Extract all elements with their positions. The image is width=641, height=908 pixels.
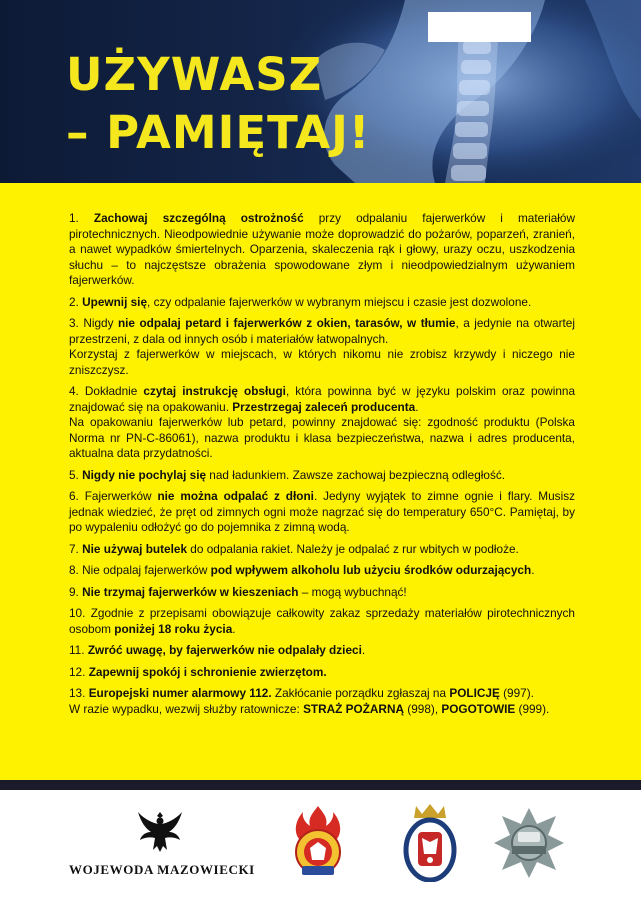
rule-text-bold: Nigdy nie pochylaj się [82, 467, 207, 482]
rule-text-bold: POLICJĘ [449, 686, 500, 700]
rule-text: (999). [515, 701, 550, 716]
rule-text-bold: Zwróć uwagę, by fajerwerków nie odpalały dzieci [87, 643, 362, 657]
rule-text: przy odpalaniu fajerwerków i materiałów pirotechnicznych. Nieodpowiednie używanie może doprowadzić do pożarów, poparzeń, zranień, a nawet wypadków śmiertelnych. Oparzenia, skaleczenia rąk i głowy, urazy oczu, uszkodzenia słuchu – to najczęstsze obrażenia spowodowane złym i nieodpowiedzialnym używaniem fajerwerków. [69, 211, 576, 287]
rule-text: , czy odpalanie fajerwerków w wybranym miejscu i czasie jest dozwolone. [147, 294, 532, 309]
rule-text: 7. [69, 541, 83, 556]
rule-text: (997). W razie wypadku, wezwij służby ratownicze: [69, 686, 534, 716]
rule-text: . Jedyny wyjątek to zimne ognie i flary. Musisz jednak wiedzieć, że pręt od zimnych ogni może nagrzać się do temperatury 650°C. Pamiętaj, by po wypaleniu odłożyć go do pojemnika z zimną wodą. [69, 489, 575, 534]
white-eagle-emblem-icon [135, 806, 185, 856]
police-badge-icon [402, 802, 458, 882]
rule-item [69, 542, 575, 558]
rule-text: , która powinna być w języku polskim oraz powinna znajdować się na opakowaniu. [69, 384, 575, 414]
rule-text-bold: nie można odpalać z dłoni [157, 489, 314, 503]
rule-text: . [232, 621, 236, 636]
rule-item [69, 643, 575, 659]
rule-text-bold: poniżej 18 roku życia [114, 621, 233, 636]
rule-item [69, 686, 575, 717]
rule-text: 3. Nigdy [69, 316, 118, 330]
rule-text: 1. [69, 211, 94, 225]
footer-logos [0, 790, 641, 908]
rule-text: 5. [69, 467, 83, 482]
rule-text: 10. Zgodnie z przepisami obowiązuje całkowity zakaz sprzedaży materiałów pirotechnicznych osobom [69, 606, 575, 636]
rule-text: . Na opakowaniu fajerwerków lub petard, powinny znajdować się: zgodność produktu (Polska Norma nr PN-C-86061), nazwa produktu i klasa bezpieczeństwa, nazwa i adres producenta, aktualna data przydatności. [69, 399, 575, 460]
rule-item [69, 468, 575, 484]
xray-label-patch [428, 12, 531, 42]
rule-text-bold: POGOTOWIE [441, 701, 516, 716]
rule-item [69, 606, 575, 637]
rule-text: nad ładunkiem. Zawsze zachowaj bezpieczną odległość. [206, 467, 506, 482]
rule-text: 4. Dokładnie [69, 384, 144, 398]
rule-text-bold: Europejski numer alarmowy 112. [88, 686, 272, 700]
rule-item [69, 211, 575, 289]
rule-text-bold: Zachowaj szczególną ostrożność [93, 211, 304, 225]
rule-text-bold: Nie trzymaj fajerwerków w kieszeniach [82, 584, 299, 599]
mazowsze-police-star-icon [492, 806, 566, 880]
rule-text: 2. [69, 294, 83, 309]
rule-text: do odpalania rakiet. Należy je odpalać z rur wbitych w podłoże. [187, 541, 519, 556]
fire-brigade-emblem-icon [286, 804, 350, 880]
rule-text-bold: Upewnij się [82, 294, 148, 309]
rule-item [69, 563, 575, 579]
rule-text-bold: pod wpływem alkoholu lub użyciu środków odurzających [210, 563, 532, 577]
rule-text: , a jedynie na otwartej przestrzeni, z dala od innych osób i materiałów łatwopalnych. Korzystaj z fajerwerków w miejscach, w których nikomu nie zrobisz krzywdy i niczego nie zniszczysz. [69, 316, 575, 377]
rule-text: 8. Nie odpalaj fajerwerków [69, 563, 211, 577]
rule-text: 13. [69, 686, 89, 700]
divider-bar [0, 780, 641, 790]
wojewoda-label: WOJEWODA MAZOWIECKI [69, 862, 255, 877]
poster-title-line-1: UŻYWASZ [66, 48, 323, 101]
rule-text: Zakłócanie porządku zgłaszaj na [271, 686, 450, 700]
rule-item [69, 665, 575, 681]
rule-text-bold: Zapewnij spokój i schronienie zwierzętom. [88, 664, 327, 679]
rule-text: . [361, 643, 366, 657]
rule-text: 9. [69, 584, 83, 599]
rule-text: . [531, 563, 535, 577]
rule-text-bold: Nie używaj butelek [82, 541, 188, 556]
rule-item [69, 295, 575, 311]
rule-text-bold: STRAŻ POŻARNĄ [303, 701, 404, 716]
rule-text: – mogą wybuchnąć! [298, 584, 407, 599]
rule-text: 11. [69, 643, 88, 657]
rule-item [69, 585, 575, 601]
rule-text: (998), [404, 701, 442, 716]
rule-text-bold: czytaj instrukcję obsługi [143, 384, 286, 398]
poster-title-line-2: – PAMIĘTAJ! [66, 106, 371, 159]
rule-text-bold: nie odpalaj petard i fajerwerków z okien, tarasów, w tłumie [117, 316, 456, 330]
rule-text: 6. Fajerwerków [69, 489, 158, 503]
rule-item [69, 489, 575, 536]
rule-text: 12. [69, 664, 89, 679]
rule-item [69, 316, 575, 378]
rules-list [69, 211, 575, 723]
rule-text-bold: Przestrzegaj zaleceń producenta [232, 399, 416, 414]
header-banner [0, 0, 641, 183]
rule-item [69, 384, 575, 462]
